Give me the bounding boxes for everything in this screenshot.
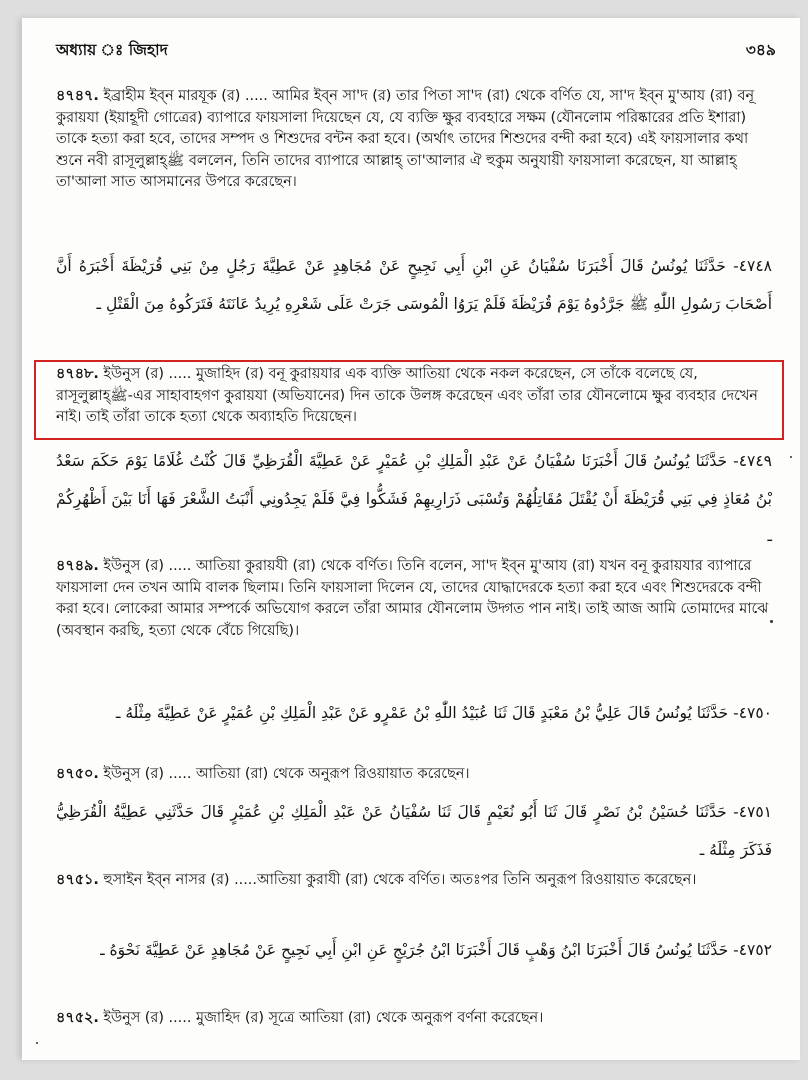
hadith-text: ইউনুস (র) ..... মুজাহিদ (র) বনূ কুরায়যার এক ব্যক্তি আতিয়া থেকে নকল করেছেন, সে তাঁকে বলেছে যে, রাসূলুল্লাহ্‌ﷺ-এর সাহাবাহগণ কুরায়যা (অভিযানের) দিন তাকে উলঙ্গ করেছেন এবং তাঁরা তার যৌনলোমে ক্ষুর ব্যবহার দেখেন নাই। তাই তাঁরা তাকে হত্যা থেকে অব্যাহতি দিয়েছেন। <box>56 366 758 425</box>
scan-speck <box>770 620 773 623</box>
hadith-text: হুসাইন ইব্‌ন নাসর (র) .....আতিয়া কুরাযী (রা) থেকে বর্ণিত। অতঃপর তিনি অনুরূপ রিওয়ায়াত করেছেন। <box>98 872 697 888</box>
hadith-number: ৪৭৪৯. <box>56 558 99 574</box>
highlight-box <box>34 360 784 440</box>
hadith-bengali-4751 <box>56 870 772 892</box>
hadith-bengali-4749 <box>56 556 772 642</box>
hadith-text: ইউনুস (র) ..... মুজাহিদ (র) সূত্রে আতিয়া (রা) থেকে অনুরূপ বর্ণনা করেছেন। <box>98 1010 544 1026</box>
hadith-arabic-4751: ٤٧٥١- حَدَّثَنَا حُسَيْنُ بْنُ نَصْرٍ قَالَ ثَنَا أَبُو نُعَيْمٍ قَالَ ثَنَا سُفْيَانُ عَنْ عَبْدِ الْمَلِكِ بْنِ عُمَيْرٍ قَالَ حَدَّثَنِي عَطِيَّةُ الْقُرَظِيُّ فَذَكَرَ مِثْلَهُ ـ <box>56 803 772 859</box>
hadith-arabic-4752: ٤٧٥٢- حَدَّثَنَا يُونُسُ قَالَ أَخْبَرَنَا ابْنُ وَهْبٍ قَالَ أَخْبَرَنَا ابْنُ جُرَيْجٍ عَنِ ابْنِ أَبِي نَجِيحٍ عَنْ مُجَاهِدٍ عَنْ عَطِيَّةَ نَحْوَهُ ـ <box>100 941 772 959</box>
hadith-text: ইব্রাহীম ইব্‌ন মারযূক (র) ..... আমির ইব্‌ন সা'দ (র) তার পিতা সা'দ (রা) থেকে বর্ণিত যে, সা'দ ইব্‌ন মু'আয (রা) বনূ কুরায়যা (ইয়াহূদী গোত্রের) ব্যাপারে ফায়সালা দিয়েছেন যে, যে ব্যক্তি ক্ষুর ব্যবহারে সক্ষম (যৌনলোম পরিষ্কারের প্রতি ইশারা) তাকে হত্যা করা হবে, তাদের সম্পদ ও শিশুদের বন্টন করা হবে। (অর্থাৎ তাদের শিশুদের বন্দী করা হবে) এই ফায়সালার কথা শুনে নবী রাসূলুল্লাহ্‌ﷺ বললেন, তিনি তাদের ব্যাপারে আল্লাহ্‌ তা'আলার ঐ হুকুম অনুযায়ী ফায়সালা করেছেন, যা আল্লাহ্‌ তা'আলা সাত আসমানের উপরে করেছেন। <box>56 88 755 190</box>
hadith-number: ৪৭৪৭. <box>56 88 99 104</box>
hadith-bengali-4750 <box>56 764 772 786</box>
page-number: ৩৪৯ <box>745 41 776 59</box>
hadith-text: ইউনুস (র) ..... আতিয়া কুরায়যী (রা) থেকে বর্ণিত। তিনি বলেন, সা'দ ইব্‌ন মু'আয (রা) যখন বনূ কুরায়যার ব্যাপারে ফায়সালা দেন তখন আমি বালক ছিলাম। তিনি ফায়সালা দিলেন যে, তাদের যোদ্ধাদেরকে হত্যা করা হবে এবং শিশুদেরকে বন্দী করা হবে। লোকেরা আমার সম্পর্কে অভিযোগ করলে তাঁরা আমার যৌনলোম উদ্গত পান নাই। তাই আজ আমি তোমাদের মাঝে (অবস্থান করছি, হত্যা থেকে বেঁচে গিয়েছি)। <box>56 558 769 639</box>
scan-speck <box>790 456 792 458</box>
chapter-title: অধ্যায় ঃ জিহাদ <box>56 41 168 59</box>
hadith-bengali-4747 <box>56 86 772 194</box>
hadith-number: ৪৭৫১. <box>56 872 99 888</box>
hadith-number: ৪৭৪৮. <box>56 366 99 382</box>
hadith-arabic-4748: ٤٧٤٨- حَدَّثَنَا يُونُسُ قَالَ أَخْبَرَنَا سُفْيَانُ عَنِ ابْنِ أَبِي نَجِيحٍ عَنْ مُجَاهِدٍ عَنْ عَطِيَّةَ رَجُلٍ مِنْ بَنِي قُرَيْظَةَ أَخْبَرَهُ أَنَّ أَصْحَابَ رَسُولِ اللّٰهِ ﷺ جَرَّدُوهُ يَوْمَ قُرَيْظَةَ فَلَمْ يَرَوُا الْمُوسَى جَرَتْ عَلَى شَعْرِهِ يُرِيدُ عَانَتَهُ فَتَرَكُوهُ مِنَ الْقَتْلِ ـ <box>56 257 772 313</box>
book-page <box>22 18 800 1060</box>
hadith-arabic-4749: ٤٧٤٩- حَدَّثَنَا يُونُسُ قَالَ أَخْبَرَنَا سُفْيَانُ عَنْ عَبْدِ الْمَلِكِ بْنِ عُمَيْرٍ عَنْ عَطِيَّةَ الْقُرَظِيِّ قَالَ كُنْتُ غُلَامًا يَوْمَ حَكَمَ سَعْدُ بْنُ مُعَاذٍ فِي بَنِي قُرَيْظَةَ أَنْ يُقْتَلَ مُقَاتِلُهُمْ وَتُسْبَى ذَرَارِيهِمْ فَشَكُّوا فِيَّ فَلَمْ يَجِدُونِي أَنْبَتُ الشَّعْرَ فَهَا أَنَا بَيْنَ أَظْهُرِكُمْ ـ <box>56 452 772 545</box>
hadith-number: ৪৭৫২. <box>56 1010 99 1026</box>
hadith-text: ইউনুস (র) ..... আতিয়া (রা) থেকে অনুরূপ রিওয়ায়াত করেছেন। <box>98 766 470 782</box>
hadith-arabic-4750: ٤٧٥٠- حَدَّثَنَا يُونُسُ قَالَ عَلِيُّ بْنُ مَعْبَدٍ قَالَ ثَنَا عُبَيْدُ اللّٰهِ بْنُ عَمْرٍو عَنْ عَبْدِ الْمَلِكِ بْنِ عُمَيْرٍ عَنْ عَطِيَّةَ مِثْلَهُ ـ <box>115 704 772 722</box>
scan-speck <box>36 1042 38 1044</box>
page-header <box>56 38 776 64</box>
hadith-bengali-4752 <box>56 1008 772 1030</box>
hadith-number: ৪৭৫০. <box>56 766 99 782</box>
